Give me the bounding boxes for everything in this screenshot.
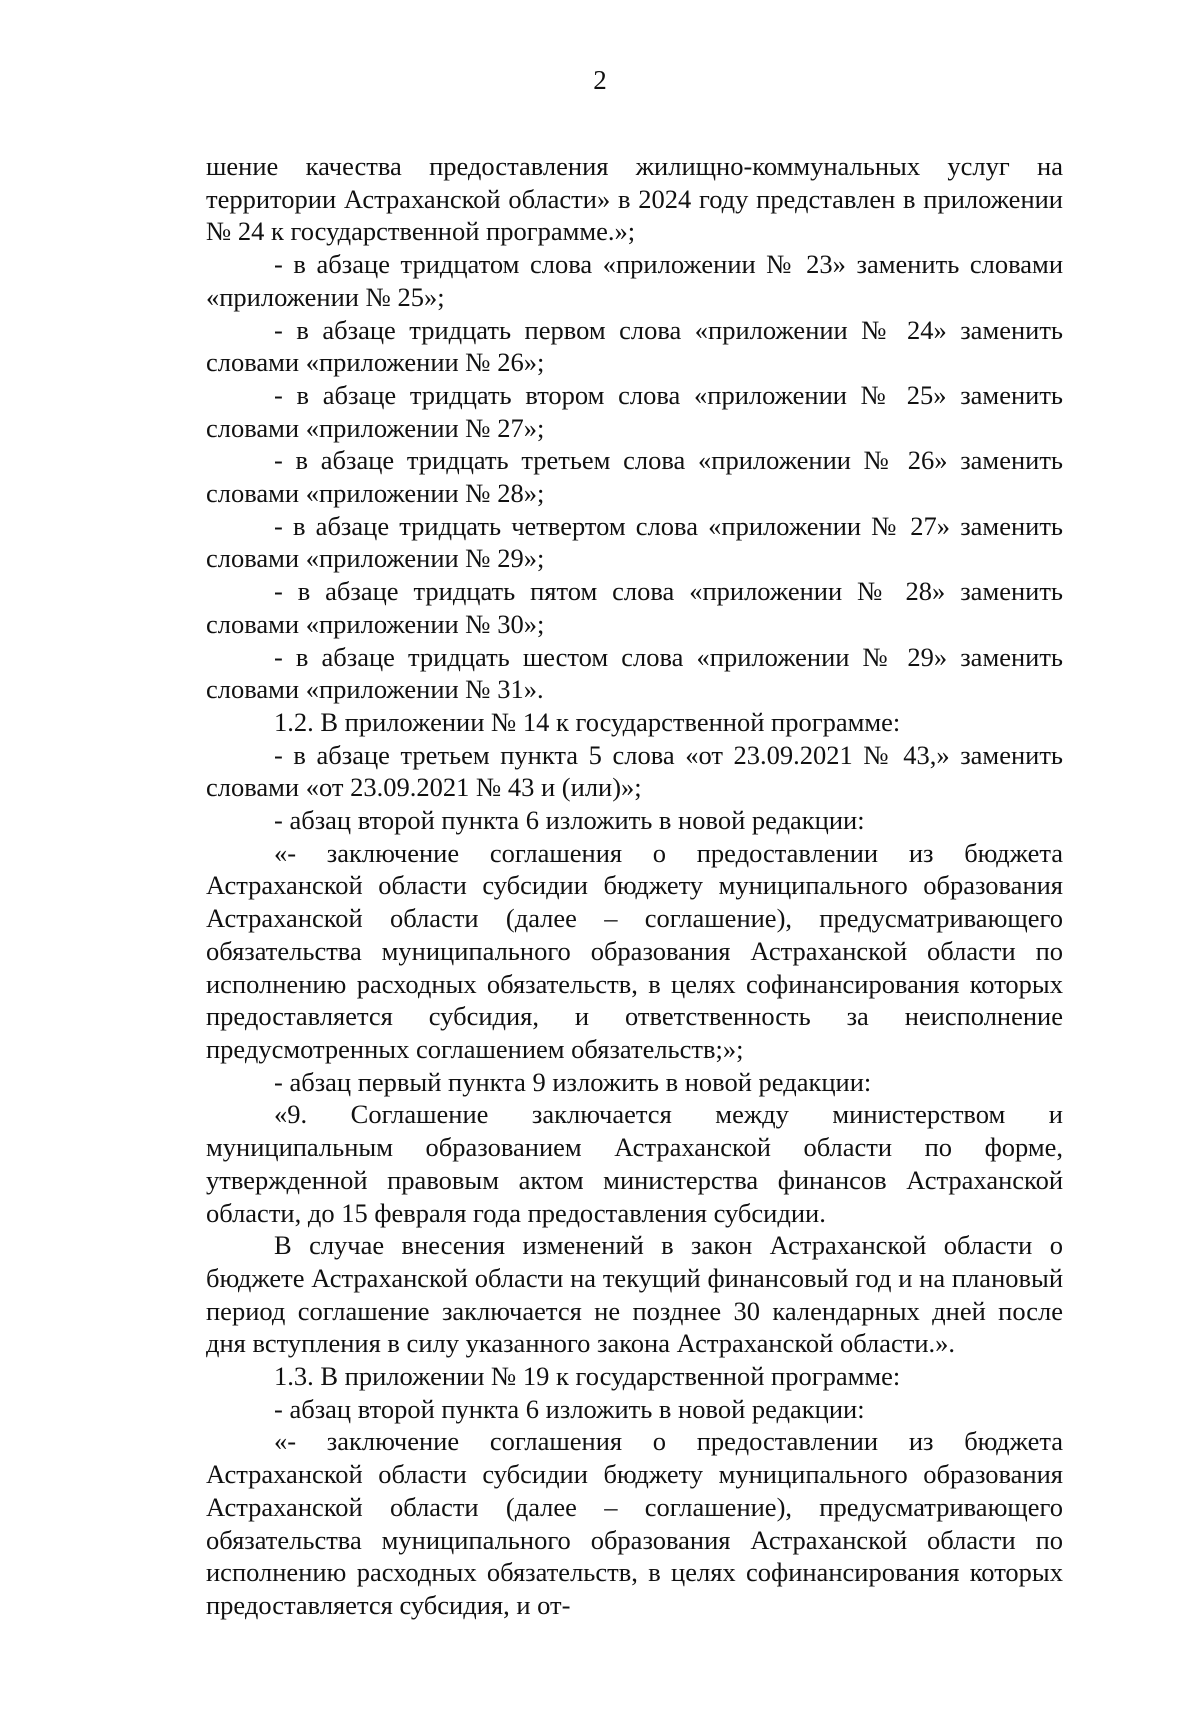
document-paragraph: «- заключение соглашения о предоставлении из бюджета Астраханской области субсидии бюджету муниципального образования Астраханской области (далее – соглашение), предусматривающего обязательства муниципального образования Астраханской области по исполнению расходных обязательств, в целях софинансирования которых предоставляется субсидия, и от-: [206, 1426, 1063, 1620]
document-paragraph: «- заключение соглашения о предоставлении из бюджета Астраханской области субсидии бюджету муниципального образования Астраханской области (далее – соглашение), предусматривающего обязательства муниципального образования Астраханской области по исполнению расходных обязательств, в целях софинансирования которых предоставляется субсидия, и ответственность за неисполнение предусмотренных соглашением обязательств;»;: [206, 837, 1063, 1064]
document-paragraph: - абзац второй пункта 6 изложить в новой редакции:: [274, 805, 865, 836]
document-paragraph: - в абзаце третьем пункта 5 слова «от 23.09.2021 № 43,» заменить словами «от 23.09.2021 № 43 и (или)»;: [206, 739, 1063, 803]
document-body: [206, 150, 1063, 1622]
document-paragraph: - в абзаце тридцатом слова «приложении № 23» заменить словами «приложении № 25»;: [206, 249, 1063, 312]
document-paragraph: - в абзаце тридцать первом слова «приложении № 24» заменить словами «приложении № 26»;: [206, 314, 1063, 378]
document-paragraph: - в абзаце тридцать третьем слова «приложении № 26» заменить словами «приложении № 28»;: [206, 445, 1063, 509]
document-paragraph: - в абзаце тридцать пятом слова «приложении № 28» заменить словами «приложении № 30»;: [206, 576, 1063, 639]
document-paragraph: - в абзаце тридцать втором слова «приложении № 25» заменить словами «приложении № 27»;: [206, 379, 1063, 443]
document-paragraph: В случае внесения изменений в закон Астраханской области о бюджете Астраханской области на текущий финансовый год и на плановый период соглашение заключается не позднее 30 календарных дней после дня вступления в силу указанного закона Астраханской области.».: [206, 1230, 1063, 1359]
document-paragraph: «9. Соглашение заключается между министерством и муниципальным образованием Астраханской области по форме, утвержденной правовым актом министерства финансов Астраханской области, до 15 февраля года предоставления субсидии.: [206, 1099, 1063, 1228]
document-paragraph: 1.2. В приложении № 14 к государственной программе:: [274, 706, 901, 737]
document-paragraph: шение качества предоставления жилищно-коммунальных услуг на территории Астраханской области» в 2024 году представлен в приложении № 24 к государственной программе.»;: [206, 151, 1063, 247]
document-paragraph: - абзац первый пункта 9 изложить в новой редакции:: [274, 1066, 872, 1097]
document-paragraph: 1.3. В приложении № 19 к государственной программе:: [274, 1361, 901, 1392]
document-paragraph: - в абзаце тридцать шестом слова «приложении № 29» заменить словами «приложении № 31».: [206, 641, 1063, 705]
document-paragraph: - в абзаце тридцать четвертом слова «приложении № 27» заменить словами «приложении № 29»;: [206, 510, 1063, 574]
page-number: 2: [593, 65, 607, 95]
document-paragraph: - абзац второй пункта 6 изложить в новой редакции:: [274, 1393, 865, 1424]
